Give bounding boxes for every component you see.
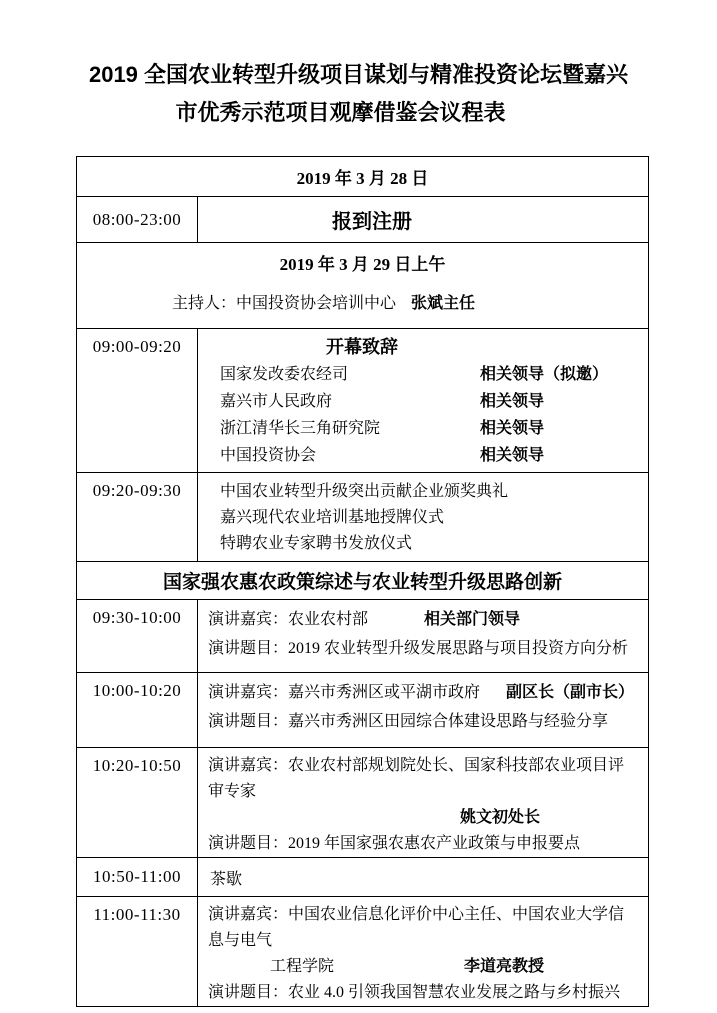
ceremony-item: 嘉兴现代农业培训基地授牌仪式 [220,509,445,526]
host-label: 主持人：中国投资协会培训中心 [171,295,396,312]
guest-name: 副区长（副市长） [506,684,635,701]
topic-label: 演讲题目： [208,835,289,852]
guest-name: 李道亮教授 [464,958,545,975]
opening-item [208,361,638,388]
org-leader: 相关领导 [480,393,545,410]
guest-org: 嘉兴市秀洲区或平湖市政府 [288,684,481,701]
tea-break-activity: 茶歇 [198,858,649,897]
talk-topic-line [208,707,638,736]
guest-label: 演讲嘉宾： [208,906,289,923]
talk-topic-line [208,831,638,857]
talk-guest-line [208,753,638,805]
topic-text: 农业 4.0 引领我国智慧农业发展之路与乡村振兴 [288,984,621,1001]
row-tea-break [77,858,649,897]
host-line [87,291,638,317]
ceremony-item: 特聘农业专家聘书发放仪式 [220,535,413,552]
talk-4-cell [198,897,649,1007]
guest-org-cont: 工程学院 [270,958,335,975]
guest-label: 演讲嘉宾： [208,757,289,774]
topic-text: 2019 年国家强农惠农产业政策与申报要点 [288,835,581,852]
org-leader: 相关领导 [480,447,545,464]
row-talk-4 [77,897,649,1007]
topic-label: 演讲题目： [208,713,289,730]
topic-text: 嘉兴市秀洲区田园综合体建设思路与经验分享 [288,713,609,730]
row-date-mar29 [77,243,649,329]
talk-topic-line [208,980,638,1006]
org-leader: 相关领导（拟邀） [480,366,609,383]
topic-label: 演讲题目： [208,984,289,1001]
org-name: 国家发改委农经司 [220,366,349,383]
topic-label: 演讲题目： [208,640,289,657]
org-name: 浙江清华长三角研究院 [220,420,381,437]
talk-1-cell [198,600,649,673]
date-header-mar29-cell [77,243,649,329]
row-registration [77,197,649,243]
guest-label: 演讲嘉宾： [208,684,289,701]
ceremonies-cell [198,473,649,562]
time-cell-talk-3: 10:20-10:50 [77,748,198,858]
opening-item [208,415,638,442]
date-header-mar29: 2019 年 3 月 29 日上午 [279,255,446,274]
registration-activity: 报到注册 [198,197,649,243]
agenda-table [76,156,649,1007]
talk-3-cell [198,748,649,858]
opening-title: 开幕致辞 [326,337,398,357]
time-cell-talk-1: 09:30-10:00 [77,600,198,673]
talk-guest-line [208,678,638,707]
time-cell-opening: 09:00-09:20 [77,329,198,473]
guest-org: 农业农村部 [288,611,369,628]
opening-item [208,442,638,469]
host-name: 张斌主任 [411,295,476,312]
time-cell-talk-2: 10:00-10:20 [77,673,198,748]
ceremony-item: 中国农业转型升级突出贡献企业颁奖典礼 [220,483,509,500]
document-title [0,0,717,132]
row-talk-3 [77,748,649,858]
org-leader: 相关领导 [480,420,545,437]
time-cell-tea-break: 10:50-11:00 [77,858,198,897]
opening-item [208,388,638,415]
talk-2-cell [198,673,649,748]
guest-name: 姚文初处长 [460,809,541,826]
guest-org: 农业农村部规划院处长、国家科技部农业项目评审专家 [208,757,625,800]
talk-topic-line [208,634,638,663]
row-ceremonies [77,473,649,562]
topic-text: 2019 农业转型升级发展思路与项目投资方向分析 [288,640,629,657]
guest-name: 相关部门领导 [424,611,521,628]
row-talk-2 [77,673,649,748]
talk-guest-continuation [208,954,638,980]
org-name: 中国投资协会 [220,447,317,464]
opening-cell [198,329,649,473]
guest-label: 演讲嘉宾： [208,611,289,628]
org-name: 嘉兴市人民政府 [220,393,333,410]
date-header-mar28: 2019 年 3 月 28 日 [77,157,649,197]
title-line-2: 市优秀示范项目观摩借鉴会议程表 [175,100,506,125]
talk-guest-line [208,902,638,954]
time-cell-ceremonies: 09:20-09:30 [77,473,198,562]
guest-org: 中国农业信息化评价中心主任、中国农业大学信息与电气 [208,906,625,949]
row-opening-ceremony [77,329,649,473]
section-title: 国家强农惠农政策综述与农业转型升级思路创新 [77,562,649,600]
time-cell-talk-4: 11:00-11:30 [77,897,198,1007]
title-line-1: 2019 全国农业转型升级项目谋划与精准投资论坛暨嘉兴 [88,62,629,87]
row-section-header [77,562,649,600]
row-date-mar28 [77,157,649,197]
time-cell-registration: 08:00-23:00 [77,197,198,243]
talk-guest-line [208,605,638,634]
row-talk-1 [77,600,649,673]
